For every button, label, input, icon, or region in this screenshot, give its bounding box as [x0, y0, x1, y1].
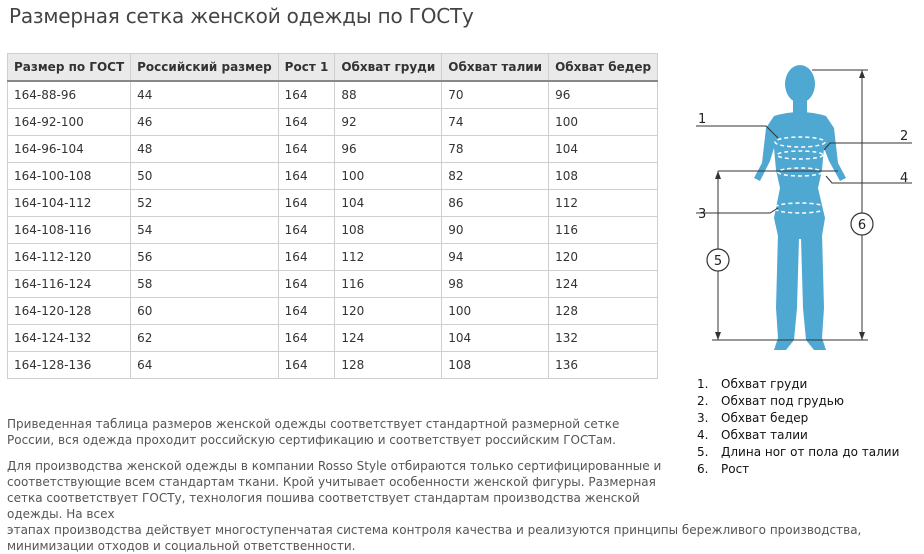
table-cell: 100: [335, 163, 442, 190]
table-cell: 112: [549, 190, 658, 217]
table-cell: 164: [278, 190, 335, 217]
woman-silhouette: [754, 65, 846, 350]
table-cell: 62: [131, 325, 279, 352]
legend-number: 2.: [697, 394, 709, 408]
table-cell: 128: [335, 352, 442, 379]
table-cell: 64: [131, 352, 279, 379]
legend-text: Обхват бедер: [721, 411, 809, 425]
column-header: Обхват бедер: [549, 54, 658, 82]
table-cell: 100: [549, 109, 658, 136]
label-5: 5: [713, 254, 723, 269]
table-cell: 100: [442, 298, 549, 325]
column-header: Размер по ГОСТ: [8, 54, 131, 82]
table-cell: 92: [335, 109, 442, 136]
description-paragraph: Приведенная таблица размеров женской одежды соответствует стандартной размерной сетке России, вся одежда проходит российскую сертификацию и соответствует российским ГОСТам.: [7, 417, 620, 447]
table-row: [8, 136, 658, 163]
table-cell: 164: [278, 298, 335, 325]
table-cell: 164-128-136: [8, 352, 131, 379]
table-cell: 164: [278, 325, 335, 352]
table-row: [8, 298, 658, 325]
table-cell: 164: [278, 163, 335, 190]
table-cell: 164: [278, 136, 335, 163]
production-text-part-1: Для производства женской одежды в компании Rosso Style отбираются только сертифицированные и соответствующие всем стандартам ткани. Крой учитывает особенности женской фигуры. Размерная сетка соответствует ГОСТу, технология пошива соответствует стандартам производства женской одежды. На всех: [7, 459, 662, 521]
table-cell: 56: [131, 244, 279, 271]
table-cell: 98: [442, 271, 549, 298]
legend-text: Обхват под грудью: [721, 394, 844, 408]
table-row: [8, 244, 658, 271]
table-cell: 108: [335, 217, 442, 244]
table-cell: 128: [549, 298, 658, 325]
table-cell: 52: [131, 190, 279, 217]
table-cell: 58: [131, 271, 279, 298]
table-cell: 88: [335, 81, 442, 109]
table-cell: 116: [549, 217, 658, 244]
column-header: Российский размер: [131, 54, 279, 82]
label-6: 6: [857, 218, 867, 233]
table-cell: 70: [442, 81, 549, 109]
table-cell: 164: [278, 352, 335, 379]
table-cell: 116: [335, 271, 442, 298]
table-cell: 164: [278, 109, 335, 136]
legend-number: 3.: [697, 411, 709, 425]
page-title: Размерная сетка женской одежды по ГОСТу: [9, 4, 474, 28]
legend-item: [697, 393, 899, 410]
table-row: [8, 217, 658, 244]
table-cell: 104: [335, 190, 442, 217]
legend-text: Рост: [721, 462, 750, 476]
table-cell: 164-124-132: [8, 325, 131, 352]
column-header: Рост 1: [278, 54, 335, 82]
table-body: [8, 81, 658, 379]
table-cell: 120: [335, 298, 442, 325]
legend-item: [697, 427, 899, 444]
table-cell: 108: [549, 163, 658, 190]
table-cell: 50: [131, 163, 279, 190]
table-cell: 164-96-104: [8, 136, 131, 163]
table-cell: 164-120-128: [8, 298, 131, 325]
table-cell: 82: [442, 163, 549, 190]
table-row: [8, 109, 658, 136]
table-cell: 124: [335, 325, 442, 352]
table-cell: 104: [549, 136, 658, 163]
legend-number: 6.: [697, 462, 709, 476]
table-cell: 96: [549, 81, 658, 109]
label-3: 3: [698, 207, 707, 222]
legend-text: Обхват талии: [721, 428, 808, 442]
table-cell: 96: [335, 136, 442, 163]
table-row: [8, 81, 658, 109]
legend-number: 5.: [697, 445, 709, 459]
table-cell: 164-112-120: [8, 244, 131, 271]
legend-text: Обхват груди: [721, 377, 808, 391]
table-cell: 164: [278, 244, 335, 271]
table-cell: 94: [442, 244, 549, 271]
table-row: [8, 163, 658, 190]
table-cell: 74: [442, 109, 549, 136]
table-cell: 86: [442, 190, 549, 217]
table-cell: 136: [549, 352, 658, 379]
table-cell: 112: [335, 244, 442, 271]
table-cell: 132: [549, 325, 658, 352]
legend-item: [697, 461, 899, 478]
table-cell: 108: [442, 352, 549, 379]
table-cell: 48: [131, 136, 279, 163]
table-cell: 44: [131, 81, 279, 109]
table-cell: 164: [278, 271, 335, 298]
label-4: 4: [900, 171, 909, 186]
table-cell: 164-88-96: [8, 81, 131, 109]
table-cell: 164-108-116: [8, 217, 131, 244]
table-cell: 164: [278, 217, 335, 244]
table-cell: 120: [549, 244, 658, 271]
table-cell: 46: [131, 109, 279, 136]
table-row: [8, 325, 658, 352]
table-row: [8, 271, 658, 298]
production-text-part-2: этапах производства действует многоступенчатая система контроля качества и реализуются принципы бережливого производства, минимизации отходов и социальной ответственности.: [7, 523, 862, 553]
table-cell: 124: [549, 271, 658, 298]
table-cell: 60: [131, 298, 279, 325]
table-cell: 54: [131, 217, 279, 244]
table-cell: 164-104-112: [8, 190, 131, 217]
table-cell: 164-100-108: [8, 163, 131, 190]
table-cell: 164-92-100: [8, 109, 131, 136]
table-cell: 90: [442, 217, 549, 244]
table-cell: 104: [442, 325, 549, 352]
table-header-row: [8, 54, 658, 82]
table-cell: 164: [278, 81, 335, 109]
legend-number: 4.: [697, 428, 709, 442]
column-header: Обхват талии: [442, 54, 549, 82]
legend-item: [697, 410, 899, 427]
table-cell: 78: [442, 136, 549, 163]
body-measurement-figure: [688, 58, 918, 368]
legend-item: [697, 444, 899, 461]
table-cell: 164-116-124: [8, 271, 131, 298]
column-header: Обхват груди: [335, 54, 442, 82]
label-1: 1: [698, 112, 707, 127]
table-row: [8, 190, 658, 217]
legend-item: [697, 376, 899, 393]
label-2: 2: [900, 129, 909, 144]
size-table: [7, 53, 658, 379]
table-row: [8, 352, 658, 379]
legend-text: Длина ног от пола до талии: [721, 445, 900, 459]
legend-number: 1.: [697, 377, 709, 391]
measurement-legend: [697, 376, 899, 478]
